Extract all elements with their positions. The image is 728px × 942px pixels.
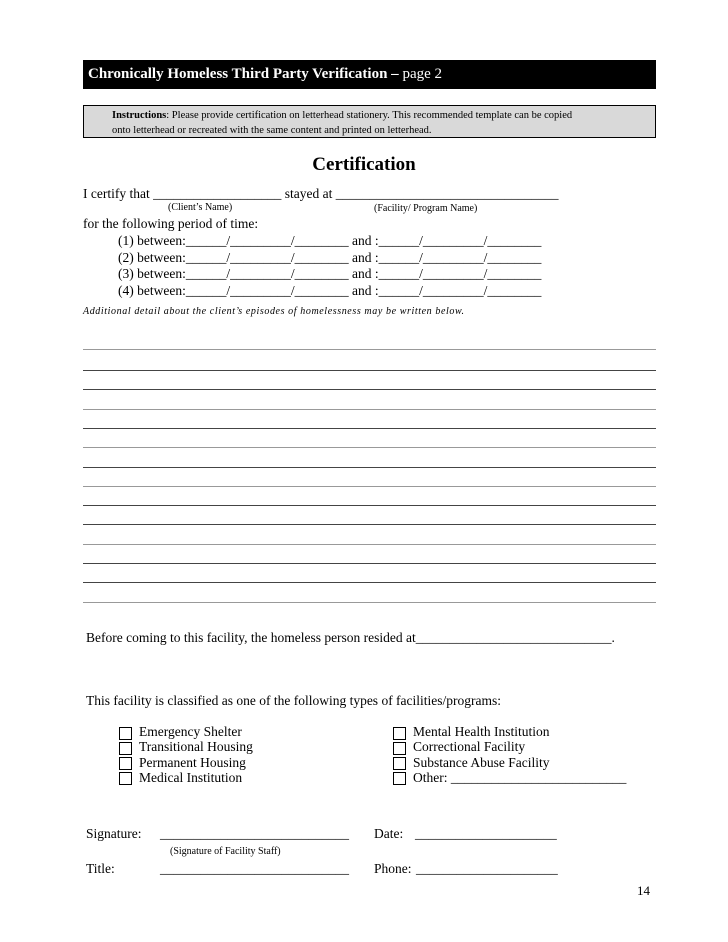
writing-line[interactable] <box>83 544 656 545</box>
title-label: Title: <box>86 861 115 876</box>
signature-label: Signature: <box>86 826 142 841</box>
period-row-4[interactable]: (4) between:______/_________/________ and :______/_________/________ <box>118 283 542 298</box>
page-number: 14 <box>637 883 650 898</box>
resided-line[interactable]: Before coming to this facility, the homeless person resided at_____________________________. <box>86 630 615 645</box>
certify-line[interactable]: I certify that ___________________ stayed at _________________________________ <box>83 186 559 201</box>
title-line[interactable]: ____________________________ <box>160 861 349 876</box>
label-other[interactable]: Other: __________________________ <box>413 770 627 785</box>
checkbox-permanent-housing[interactable] <box>119 757 132 770</box>
checkbox-mental-health-institution[interactable] <box>393 727 406 740</box>
facility-name-caption: (Facility/ Program Name) <box>374 203 478 214</box>
writing-line[interactable] <box>83 428 656 429</box>
label-transitional-housing: Transitional Housing <box>139 739 253 754</box>
writing-line[interactable] <box>83 447 656 448</box>
period-row-2[interactable]: (2) between:______/_________/________ and :______/_________/________ <box>118 250 542 265</box>
writing-line[interactable] <box>83 524 656 525</box>
writing-line[interactable] <box>83 505 656 506</box>
writing-line[interactable] <box>83 409 656 410</box>
checkbox-correctional-facility[interactable] <box>393 742 406 755</box>
writing-line[interactable] <box>83 486 656 487</box>
client-name-caption: (Client’s Name) <box>168 202 233 213</box>
section-title <box>88 66 442 83</box>
date-line[interactable]: _____________________ <box>415 826 557 841</box>
label-emergency-shelter: Emergency Shelter <box>139 724 242 739</box>
signature-caption: (Signature of Facility Staff) <box>170 846 281 857</box>
section-header-bar <box>83 60 656 89</box>
label-mental-health-institution: Mental Health Institution <box>413 724 550 739</box>
checkbox-substance-abuse-facility[interactable] <box>393 757 406 770</box>
period-intro: for the following period of time: <box>83 216 259 231</box>
checkbox-emergency-shelter[interactable] <box>119 727 132 740</box>
writing-line[interactable] <box>83 349 656 350</box>
writing-line[interactable] <box>83 389 656 390</box>
writing-line[interactable] <box>83 563 656 564</box>
checkbox-other[interactable] <box>393 772 406 785</box>
instructions-text-1: : Please provide certification on letterhead stationery. This recommended template can be copied <box>166 110 573 121</box>
instructions-line-2: onto letterhead or recreated with the same content and printed on letterhead. <box>112 125 432 136</box>
date-label: Date: <box>374 826 404 841</box>
instructions-line-1 <box>112 108 655 123</box>
writing-line[interactable] <box>83 467 656 468</box>
writing-line[interactable] <box>83 582 656 583</box>
section-page-label: page 2 <box>398 66 443 82</box>
label-permanent-housing: Permanent Housing <box>139 755 246 770</box>
signature-line[interactable]: ____________________________ <box>160 826 349 841</box>
classified-intro: This facility is classified as one of the following types of facilities/programs: <box>86 693 502 708</box>
checkbox-transitional-housing[interactable] <box>119 742 132 755</box>
label-substance-abuse-facility: Substance Abuse Facility <box>413 755 550 770</box>
checkbox-medical-institution[interactable] <box>119 772 132 785</box>
label-medical-institution: Medical Institution <box>139 770 243 785</box>
phone-line[interactable]: _____________________ <box>416 861 558 876</box>
section-title-text: Chronically Homeless Third Party Verification – <box>88 66 399 82</box>
instructions-box <box>83 105 656 138</box>
period-row-1[interactable]: (1) between:______/_________/________ and :______/_________/________ <box>118 233 542 248</box>
certification-title: Certification <box>312 154 416 175</box>
additional-detail-note: Additional detail about the client’s episodes of homelessness may be written below. <box>83 306 465 317</box>
label-correctional-facility: Correctional Facility <box>413 739 526 754</box>
phone-label: Phone: <box>374 861 412 876</box>
instructions-label: Instructions <box>112 110 167 121</box>
writing-line[interactable] <box>83 602 656 603</box>
writing-line[interactable] <box>83 370 656 371</box>
period-row-3[interactable]: (3) between:______/_________/________ and :______/_________/________ <box>118 266 542 281</box>
